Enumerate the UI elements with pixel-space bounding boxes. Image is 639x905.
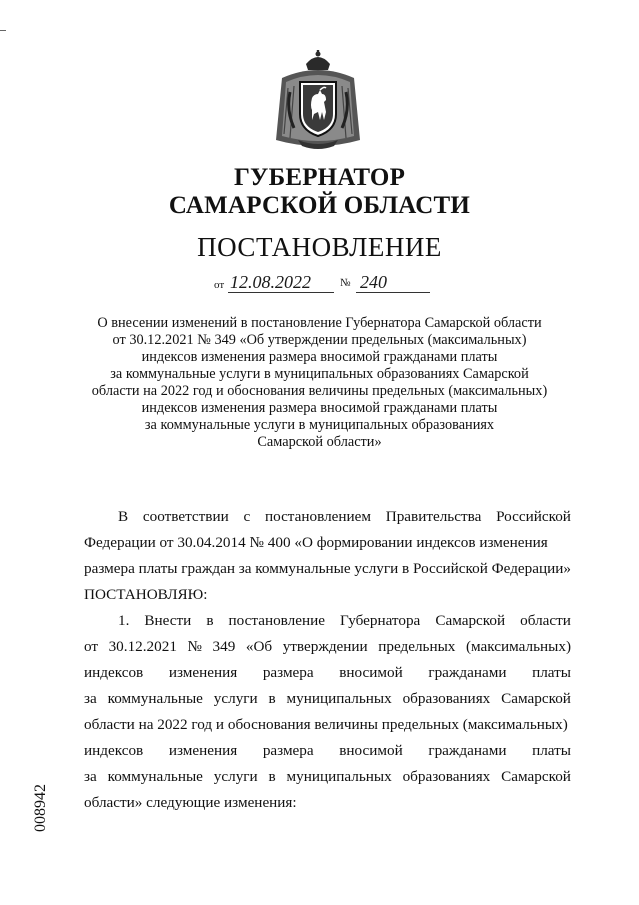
word: 1.	[118, 612, 130, 629]
stamp-number: 008942	[32, 784, 49, 832]
subject-line: за коммунальные услуги в муниципальных образованиях	[144, 417, 495, 433]
word: Губернатора	[340, 612, 421, 629]
word: предельных	[378, 638, 456, 655]
word: Самарской	[435, 612, 506, 629]
date-prefix: от	[214, 279, 225, 291]
subject-line: за коммунальные услуги в муниципальных образованиях Самарской	[110, 366, 529, 382]
word: Российской	[496, 508, 571, 525]
word: индексов	[84, 664, 144, 681]
preamble-line-3: размера платы граждан за коммунальные услуги в Российской Федерации»	[84, 560, 571, 577]
preamble-line-1	[84, 504, 571, 530]
word: муниципальных	[286, 768, 392, 785]
word: вносимой	[339, 664, 403, 681]
item1-line-5: области на 2022 год и обоснования величины предельных (максимальных)	[84, 716, 568, 733]
word: утверждении	[282, 638, 368, 655]
issuer-title-line2: САМАРСКОЙ ОБЛАСТИ	[168, 192, 471, 219]
word: размера	[262, 742, 314, 759]
number-prefix: №	[340, 277, 351, 289]
word: постановлением	[264, 508, 371, 525]
word: коммунальные	[107, 690, 203, 707]
word: услуги	[213, 768, 258, 785]
preamble-line-2: Федерации от 30.04.2014 № 400 «О формировании индексов изменения	[84, 534, 548, 551]
word: гражданами	[428, 664, 507, 681]
word: изменения	[168, 742, 238, 759]
scan-corner-mark	[0, 30, 6, 31]
subject-line: от 30.12.2021 № 349 «Об утверждении предельных (максимальных)	[112, 332, 527, 348]
document-date: 12.08.2022	[228, 272, 334, 293]
word: №	[187, 638, 202, 655]
preamble-paragraph	[84, 504, 571, 608]
date-number-line	[0, 272, 639, 296]
word: образованиях	[402, 690, 491, 707]
word: Самарской	[501, 768, 571, 785]
word: от	[84, 638, 99, 655]
word: платы	[532, 664, 571, 681]
document-subject	[60, 315, 579, 451]
item1-line-4	[84, 686, 571, 712]
subject-line: индексов изменения размера вносимой гражданами платы	[141, 349, 498, 365]
word: «Об	[245, 638, 273, 655]
word: Правительства	[385, 508, 482, 525]
word: в	[206, 612, 214, 629]
subject-line: Самарской области»	[257, 434, 382, 450]
item1-line-2	[84, 634, 571, 660]
document-type-title: ПОСТАНОВЛЕНИЕ	[197, 232, 442, 262]
word: за	[84, 768, 97, 785]
samara-coat-of-arms-icon	[268, 48, 368, 152]
issuer-title-line1: ГУБЕРНАТОР	[233, 164, 406, 191]
subject-line: области на 2022 год и обоснования величины предельных (максимальных)	[91, 383, 548, 399]
word: гражданами	[428, 742, 507, 759]
word: соответствии	[142, 508, 229, 525]
word: в	[268, 690, 276, 707]
word: 30.12.2021	[108, 638, 177, 655]
word: коммунальные	[107, 768, 203, 785]
word: индексов	[84, 742, 144, 759]
word: образованиях	[402, 768, 491, 785]
word: за	[84, 690, 97, 707]
word: вносимой	[339, 742, 403, 759]
item1-line-8: области» следующие изменения:	[84, 794, 297, 811]
word: постановление	[228, 612, 325, 629]
item-1-paragraph	[84, 608, 571, 816]
word: муниципальных	[286, 690, 392, 707]
item1-line-1	[84, 608, 571, 634]
word: с	[243, 508, 251, 525]
subject-line: О внесении изменений в постановление Губернатора Самарской области	[97, 315, 542, 331]
word: услуги	[213, 690, 258, 707]
registration-number-stamp	[30, 770, 52, 846]
document-number: 240	[356, 272, 430, 293]
item1-line-7	[84, 764, 571, 790]
word: платы	[532, 742, 571, 759]
item1-line-3	[84, 660, 571, 686]
word: Самарской	[501, 690, 571, 707]
word: размера	[262, 664, 314, 681]
decree-word: ПОСТАНОВЛЯЮ:	[84, 586, 208, 603]
word: изменения	[168, 664, 238, 681]
word: (максимальных)	[465, 638, 571, 655]
item1-line-6	[84, 738, 571, 764]
word: Внести	[144, 612, 192, 629]
word: области	[520, 612, 571, 629]
word: В	[118, 508, 129, 525]
word: 349	[212, 638, 236, 655]
subject-line: индексов изменения размера вносимой гражданами платы	[141, 400, 498, 416]
word: в	[268, 768, 276, 785]
